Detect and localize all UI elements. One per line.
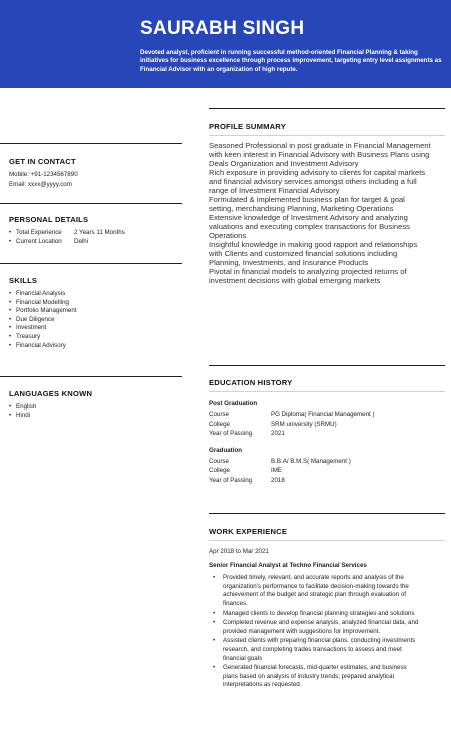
right-top-divider — [209, 108, 445, 109]
skills-divider — [0, 376, 182, 377]
profile-paragraph: Extensive knowledge of Investment Advisory and analyzing valuations and executing complex transactions for Business Operations — [209, 213, 410, 240]
education-row: Course B.B.A/ B.M.S( Management ) — [209, 457, 351, 465]
profile-title: PROFILE SUMMARY — [209, 122, 286, 131]
education-row: College IME — [209, 467, 283, 475]
education-title: EDUCATION HISTORY — [209, 378, 293, 387]
candidate-name: SAURABH SINGH — [140, 18, 305, 39]
work-dates: Apr 2018 to Mar 2021 — [209, 548, 269, 555]
left-top-divider — [0, 143, 182, 144]
work-bullet: • Assisted clients with preparing financial plans, conducting investments research, and completing trades transactions to assess and meet financial goals — [209, 637, 421, 663]
education-row: Year of Passing 2021 — [209, 430, 285, 438]
list-item: • Total Experience 2 Years 11 Months — [9, 229, 179, 238]
profile-text — [209, 141, 431, 285]
work-underline — [209, 540, 445, 541]
work-bullet: • Completed revenue and expense analysis, analyzed financial data, and provided management with suggestions for improvement. — [209, 619, 421, 636]
skill-item: • Financial Advisory — [9, 342, 179, 351]
education-heading: Post Graduation — [209, 400, 258, 407]
skills-title: SKILLS — [9, 276, 38, 285]
languages-section — [9, 389, 179, 420]
personal-divider — [0, 263, 182, 264]
header-summary: Devoted analyst, proficient in running successful method-oriented Financial Planning & taking initiatives for business excellence through process improvement, targeting entry level assignments as Financial Advisor with an organization of high repute. — [140, 49, 442, 73]
profile-section — [209, 122, 431, 285]
skill-item: • Investment — [9, 324, 179, 333]
skills-section — [9, 276, 179, 350]
personal-section — [9, 215, 179, 246]
education-row: College SRM university (SRMU) — [209, 420, 337, 428]
work-role: Senior Financial Analyst at Techno Financial Services — [209, 562, 367, 570]
resume-header — [0, 0, 451, 88]
education-divider — [209, 513, 445, 514]
profile-paragraph: Insightful knowledge in making good rapport and relationships with Clients and customized financial solutions including Planning, Investments, and Insurance Products — [209, 240, 418, 267]
education-heading: Graduation — [209, 446, 243, 454]
personal-title: PERSONAL DETAILS — [9, 215, 89, 224]
contact-title: GET IN CONTACT — [9, 157, 76, 166]
language-item: • Hindi — [9, 412, 179, 421]
work-title: WORK EXPERIENCE — [209, 527, 288, 536]
education-underline — [209, 391, 445, 392]
work-bullet: • Provided timely, relevant, and accurate reports and analysis of the organization's performance to facilitate decision-making towards the achievement of the budget and strategic plan through evaluation of finances. — [209, 574, 421, 608]
contact-mobile: Mobile: +91-1234567890 — [9, 171, 78, 178]
skill-item: • Financial Analysis — [9, 290, 179, 299]
contact-section — [9, 157, 179, 190]
education-section — [209, 378, 445, 486]
profile-paragraph: Formulated & implemented business plan for target & goal setting, merchandising Planning, Marketing Operations — [209, 195, 405, 213]
work-section — [209, 527, 445, 691]
contact-email: Email: xxxx@yyyy.com — [9, 181, 72, 189]
profile-paragraph: Seasoned Professional in post graduate in Financial Management with keen interest in Financial Advisory with Business Plans using Deals Organization and Investment Advisory — [209, 141, 431, 168]
education-row: Year of Passing 2018 — [209, 476, 285, 484]
profile-underline — [209, 135, 445, 136]
work-bullet: • Managed clients to develop financial planning strategies and solutions — [209, 610, 421, 619]
skill-item: • Treasury — [9, 333, 179, 342]
language-item: • English — [9, 403, 179, 412]
languages-title: LANGUAGES KNOWN — [9, 389, 93, 398]
contact-divider — [0, 203, 182, 204]
work-bullet: • Generated financial forecasts, mid-quarter estimates, and business plans based on analysis of industry trends; prepared analytical interpretations as requested. — [209, 664, 421, 690]
education-row: Course PG Diploma( Financial Management ) — [209, 411, 375, 418]
skill-item: • Portfolio Management — [9, 307, 179, 316]
skill-item: • Due Diligence — [9, 316, 179, 325]
profile-divider — [209, 365, 445, 366]
list-item: • Current Location Delhi — [9, 238, 179, 247]
profile-paragraph: Rich exposure in providing advisory to clients for capital markets and financial advisory services amongst others including a full range of Investment Financial Advisory — [209, 168, 426, 195]
profile-paragraph: Pivotal in financial models to analyzing projected returns of investment decisions with global emerging markets — [209, 267, 407, 285]
skill-item: • Financial Modelling — [9, 299, 179, 308]
